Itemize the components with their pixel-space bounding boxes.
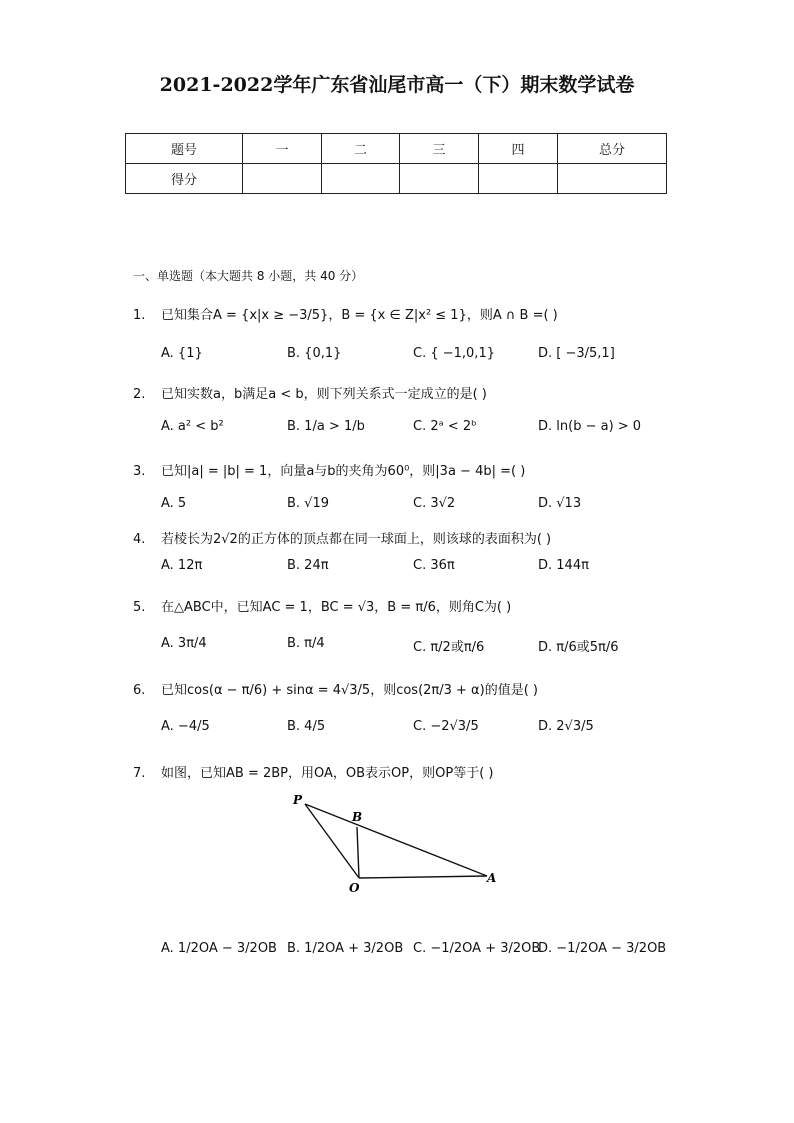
option-b: B. 24π	[287, 558, 329, 573]
score-row-label: 得分	[126, 164, 243, 194]
question-number: 3.	[133, 464, 146, 479]
question-5-options	[161, 636, 681, 658]
option-b: B. 1/2OA + 3/2OB	[287, 941, 404, 956]
question-stem: 若棱长为2√2的正方体的顶点都在同一球面上，则该球的表面积为( )	[161, 532, 552, 547]
option-a: A. 1/2OA − 3/2OB	[161, 941, 277, 956]
question-stem: 已知实数a，b满足a < b，则下列关系式一定成立的是( )	[161, 387, 487, 402]
label-o: O	[349, 881, 360, 895]
segment-ob	[357, 827, 359, 878]
option-c: C. 2ᵃ < 2ᵇ	[413, 419, 477, 434]
question-stem: 已知cos(α − π/6) + sinα = 4√3/5，则cos(2π/3 + α)的值是( )	[161, 683, 538, 698]
option-c: C. { −1,0,1}	[413, 346, 495, 361]
label-a: A	[487, 871, 497, 885]
question-number: 2.	[133, 387, 146, 402]
option-c: C. π/2或π/6	[413, 640, 485, 655]
score-cell	[479, 164, 558, 194]
option-d: D. [ −3/5,1]	[538, 346, 615, 361]
question-4	[133, 528, 551, 547]
option-c: C. −1/2OA + 3/2OB	[413, 941, 541, 956]
option-a: A. 3π/4	[161, 636, 207, 651]
question-number: 7.	[133, 766, 146, 781]
question-number: 4.	[133, 532, 146, 547]
option-a: A. 5	[161, 496, 187, 511]
question-stem: 如图，已知AB = 2BP，用OA，OB表示OP，则OP等于( )	[161, 766, 494, 781]
score-table-score-row	[126, 164, 667, 194]
question-7-options	[161, 941, 681, 963]
question-stem: 已知|a| = |b| = 1，向量a与b的夹角为60⁰，则|3a − 4b| =( )	[161, 464, 526, 479]
question-4-options	[161, 558, 681, 580]
question-2-options	[161, 419, 681, 441]
option-d: D. 144π	[538, 558, 589, 573]
score-header-cell: 三	[400, 134, 479, 164]
score-table-header-row	[126, 134, 667, 164]
score-cell	[243, 164, 322, 194]
question-7	[133, 762, 493, 781]
question-stem: 已知集合A = {x|x ≥ −3/5}，B = {x ∈ Z|x² ≤ 1}，则A ∩ B =( )	[161, 308, 558, 323]
segment-oa	[359, 876, 487, 878]
option-a: A. 12π	[161, 558, 203, 573]
score-header-cell: 二	[322, 134, 400, 164]
question-5	[133, 596, 511, 615]
option-c: C. 36π	[413, 558, 455, 573]
score-table	[125, 133, 667, 194]
option-d: D. π/6或5π/6	[538, 640, 619, 655]
score-header-cell: 题号	[126, 134, 243, 164]
page-title: 2021-2022学年广东省汕尾市高一（下）期末数学试卷	[159, 74, 635, 96]
question-number: 1.	[133, 308, 146, 323]
option-a: A. −4/5	[161, 719, 210, 734]
question-3	[133, 460, 525, 479]
option-d: D. ln(b − a) > 0	[538, 419, 642, 434]
section-heading: 一、单选题（本大题共 8 小题，共 40 分）	[133, 269, 364, 283]
question-1	[133, 304, 558, 323]
label-p: P	[293, 793, 303, 807]
option-d: D. −1/2OA − 3/2OB	[538, 941, 667, 956]
option-b: B. 1/a > 1/b	[287, 419, 365, 434]
question-3-options	[161, 496, 681, 518]
score-cell	[322, 164, 400, 194]
option-c: C. 3√2	[413, 496, 456, 511]
label-b: B	[352, 810, 363, 824]
option-b: B. √19	[287, 496, 330, 511]
option-a: A. a² < b²	[161, 419, 224, 434]
question-6	[133, 679, 538, 698]
option-b: B. 4/5	[287, 719, 326, 734]
option-a: A. {1}	[161, 346, 203, 361]
question-stem: 在△ABC中，已知AC = 1，BC = √3，B = π/6，则角C为( )	[161, 600, 512, 615]
geometry-figure	[285, 785, 515, 900]
score-header-cell: 总分	[558, 134, 667, 164]
option-c: C. −2√3/5	[413, 719, 479, 734]
question-1-options	[161, 346, 681, 368]
score-header-cell: 一	[243, 134, 322, 164]
question-6-options	[161, 719, 681, 741]
option-b: B. {0,1}	[287, 346, 342, 361]
question-2	[133, 383, 487, 402]
score-cell	[558, 164, 667, 194]
option-b: B. π/4	[287, 636, 325, 651]
question-number: 5.	[133, 600, 146, 615]
question-number: 6.	[133, 683, 146, 698]
option-d: D. 2√3/5	[538, 719, 594, 734]
score-cell	[400, 164, 479, 194]
segment-pa	[305, 804, 487, 876]
score-header-cell: 四	[479, 134, 558, 164]
option-d: D. √13	[538, 496, 582, 511]
